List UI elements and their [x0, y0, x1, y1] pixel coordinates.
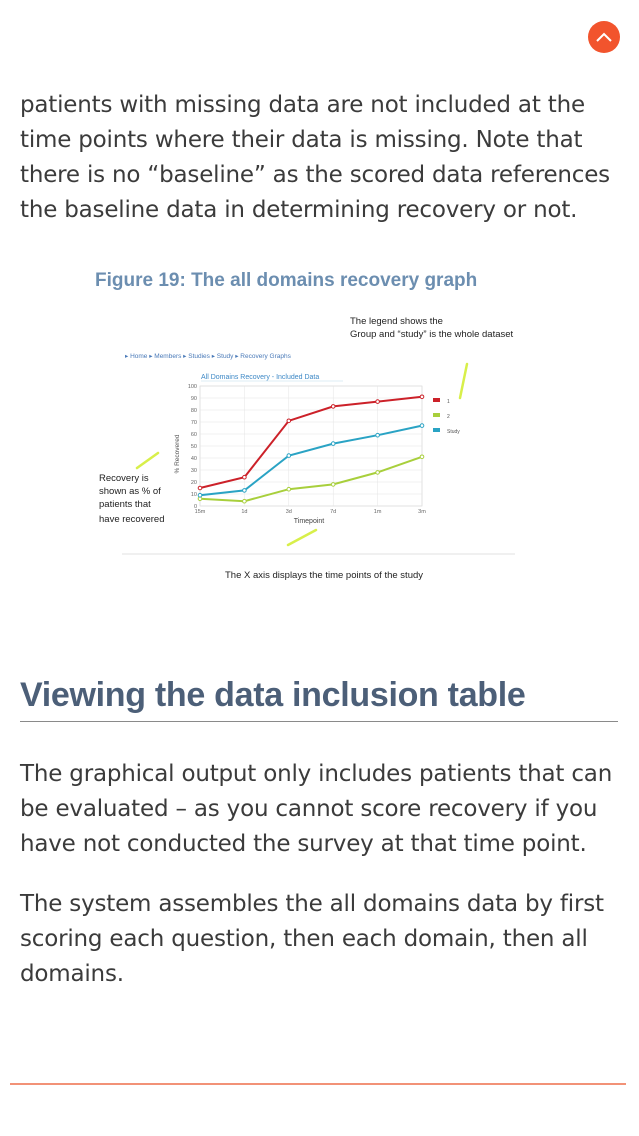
title-divider: [20, 721, 618, 722]
x-tick-label: 1d: [241, 509, 248, 515]
x-tick-label: 1m: [373, 509, 382, 515]
highlight-arrow: [288, 530, 316, 545]
text-line: The graphical output only includes patients that can: [20, 761, 613, 787]
highlight-arrow: [460, 364, 467, 398]
legend-label: Study: [447, 429, 460, 435]
y-tick-label: 30: [190, 468, 197, 474]
data-point: [243, 475, 247, 479]
x-tick-label: 7d: [330, 509, 337, 515]
data-point: [376, 400, 380, 404]
text-line: domains.: [20, 961, 124, 987]
legend-swatch: [433, 398, 440, 402]
intro-paragraph: [20, 88, 620, 228]
data-point: [376, 471, 380, 475]
text-line: the baseline data in determining recovery or not.: [20, 197, 578, 223]
y-tick-label: 20: [190, 480, 197, 486]
data-point: [287, 419, 291, 423]
data-point: [376, 433, 380, 437]
text-line: have not conducted the survey at that time point.: [20, 831, 587, 857]
y-tick-label: 90: [190, 396, 197, 402]
chevron-up-icon: [595, 31, 613, 43]
data-point: [198, 493, 202, 497]
scroll-to-top-button[interactable]: [588, 21, 620, 53]
y-tick-label: 0: [193, 504, 197, 510]
data-point: [420, 395, 424, 399]
y-tick-label: 10: [190, 492, 197, 498]
figure-caption: Figure 19: The all domains recovery graph: [95, 270, 478, 291]
y-tick-label: 60: [190, 432, 197, 438]
yaxis-note-line: have recovered: [99, 514, 165, 525]
data-point: [331, 483, 335, 487]
recovery-chart: [95, 306, 525, 588]
legend-note-line: The legend shows the: [350, 316, 443, 327]
yaxis-note-line: patients that: [99, 499, 151, 510]
x-axis-label: Timepoint: [293, 518, 325, 525]
data-point: [420, 424, 424, 428]
text-line: scoring each question, then each domain, then all: [20, 926, 588, 952]
yaxis-note-line: shown as % of: [99, 486, 161, 497]
legend-note-line: Group and “study” is the whole dataset: [350, 329, 514, 340]
text-line: The system assembles the all domains data by first: [20, 891, 604, 917]
highlight-arrow: [137, 453, 158, 468]
data-point: [331, 442, 335, 446]
chart-title: All Domains Recovery - Included Data: [201, 374, 320, 381]
x-tick-label: 15m: [194, 509, 206, 515]
text-line: be evaluated – as you cannot score recovery if you: [20, 796, 598, 822]
data-point: [420, 455, 424, 459]
y-tick-label: 70: [190, 420, 197, 426]
yaxis-note-line: Recovery is: [99, 473, 149, 484]
x-tick-label: 3d: [285, 509, 292, 515]
x-tick-label: 3m: [418, 509, 426, 515]
text-line: patients with missing data are not included at the: [20, 92, 585, 118]
text-line: there is no “baseline” as the scored data references: [20, 162, 610, 188]
legend-label: 1: [447, 399, 450, 405]
y-tick-label: 40: [190, 456, 197, 462]
legend-swatch: [433, 428, 440, 432]
data-point: [287, 454, 291, 458]
data-point: [243, 489, 247, 493]
footer-divider: [10, 1083, 626, 1085]
legend-label: 2: [447, 414, 450, 420]
data-point: [243, 499, 247, 503]
data-point: [331, 405, 335, 409]
data-point: [198, 486, 202, 490]
section-title: Viewing the data inclusion table: [20, 676, 526, 714]
y-tick-label: 50: [190, 444, 197, 450]
text-line: time points where their data is missing. Note that: [20, 127, 583, 153]
data-point: [198, 497, 202, 501]
assembly-paragraph: [20, 887, 620, 992]
y-tick-label: 80: [190, 408, 197, 414]
breadcrumb: ▸ Home ▸ Members ▸ Studies ▸ Study ▸ Recovery Graphs: [125, 353, 291, 360]
figure-image: [95, 306, 525, 588]
y-axis-label: % Recovered: [174, 434, 181, 474]
data-point: [287, 487, 291, 491]
legend-swatch: [433, 413, 440, 417]
inclusion-paragraph: [20, 757, 620, 862]
y-tick-label: 100: [187, 384, 197, 390]
xaxis-note: The X axis displays the time points of the study: [225, 570, 424, 581]
